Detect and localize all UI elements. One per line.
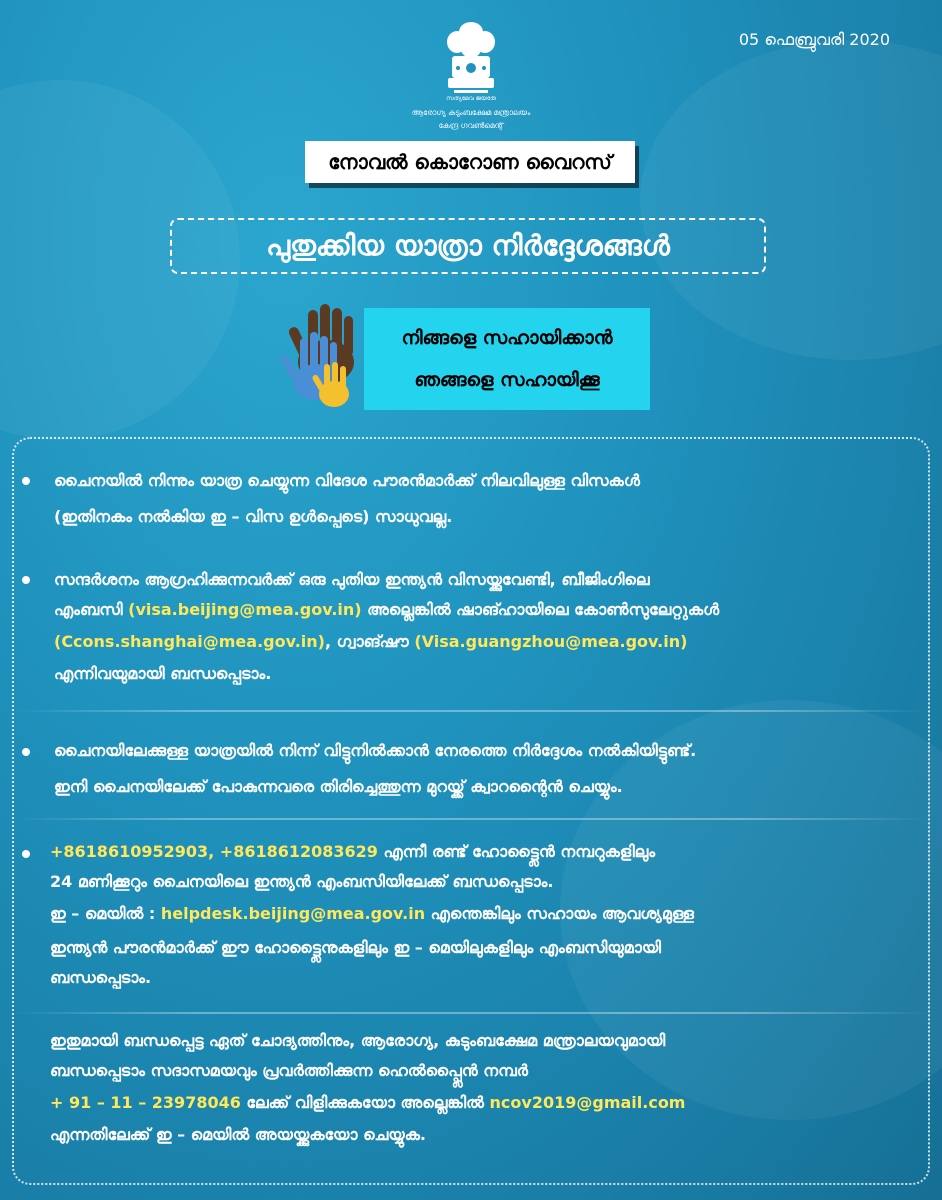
date-label: 05 ഫെബ്രുവരി 2020 [738, 30, 890, 49]
section-divider [12, 818, 930, 820]
advisory-item [54, 466, 640, 532]
bullet-icon [22, 576, 30, 584]
advisory-line [50, 899, 694, 929]
advisory-line [54, 627, 719, 657]
advisory-line: ബന്ധപ്പെടാം. [50, 968, 152, 987]
helpline-number[interactable]: + 91 – 11 – 23978046 [50, 1093, 241, 1112]
advisory-text: എംബസി [54, 600, 129, 619]
section-divider [12, 710, 930, 712]
ncov-email-link[interactable]: ncov2019@gmail.com [489, 1093, 686, 1112]
advisory-line: (ഇതിനകം നൽകിയ ഇ – വിസ ഉൾപ്പെടെ) സാധുവല്ല. [54, 507, 453, 526]
page-title: നോവൽ കൊറോണ വൈറസ് [305, 141, 635, 183]
advisory-line: ഇതുമായി ബന്ധപ്പെട്ട ഏത് ചോദ്യത്തിനും, ആരോഗ്യ, കുടുംബക്ഷേമ മന്ത്രാലയവുമായി [50, 1031, 666, 1050]
ministry-block [300, 95, 642, 132]
advisory-line: എന്നിവയുമായി ബന്ധപ്പെടാം. [54, 664, 272, 683]
bullet-icon [22, 477, 30, 485]
ministry-name: ആരോഗ്യ കുടുംബക്ഷേമ മന്ത്രാലയം [411, 108, 531, 117]
advisory-line [54, 595, 719, 625]
section-divider [12, 1012, 930, 1014]
advisory-line [50, 1088, 685, 1118]
advisory-item [50, 837, 694, 993]
advisory-text: എന്നീ രണ്ട് ഹോട്ട്ലൈൻ നമ്പറുകളിലും [377, 842, 656, 861]
advisory-item [50, 1026, 685, 1150]
government-name: കേന്ദ്ര ഗവൺമെന്റ് [438, 121, 504, 130]
advisory-text: ലേക്ക് വിളിക്കുകയോ അല്ലെങ്കിൽ [240, 1093, 490, 1112]
advisory-text: ഇ – മെയിൽ : [50, 904, 161, 923]
advisory-item [54, 736, 696, 802]
advisory-item [54, 565, 719, 689]
help-slogan [364, 308, 650, 410]
hotline-numbers[interactable]: +8618610952903, +8618612083629 [50, 842, 378, 861]
help-banner [278, 302, 650, 412]
help-slogan-line-2: ഞങ്ങളെ സഹായിക്കൂ [414, 369, 600, 391]
advisory-line: ഇന്ത്യൻ പൗരൻമാർക്ക് ഈ ഹോട്ട്ലൈനുകളിലും ഇ – മെയിലുകളിലും എംബസിയുമായി [50, 938, 662, 957]
advisory-line [50, 837, 694, 867]
beijing-visa-email-link[interactable]: (visa.beijing@mea.gov.in) [128, 600, 362, 619]
helpdesk-email-link[interactable]: helpdesk.beijing@mea.gov.in [160, 904, 426, 923]
advisory-line: എന്നതിലേക്ക് ഇ – മെയിൽ അയയ്ക്കുകയോ ചെയ്യുക. [50, 1125, 426, 1144]
motto-text: സത്യമേവ ജയതേ [446, 95, 496, 102]
bullet-icon [22, 748, 30, 756]
page-subtitle: പുതുക്കിയ യാത്രാ നിർദ്ദേശങ്ങൾ [170, 218, 766, 274]
help-slogan-line-1: നിങ്ങളെ സഹായിക്കാൻ [401, 327, 613, 349]
background-shape [640, 40, 942, 360]
advisory-line: ചൈനയിലേക്കുള്ള യാത്രയിൽ നിന്ന് വിട്ടുനിൽക്കാൻ നേരത്തെ നിർദ്ദേശം നൽകിയിട്ടുണ്ട്. [54, 741, 697, 760]
advisory-line: ചൈനയിൽ നിന്നും യാത്ര ചെയ്യുന്ന വിദേശ പൗരൻമാർക്ക് നിലവിലുള്ള വിസകൾ [54, 471, 640, 490]
shanghai-consulate-email-link[interactable]: (Ccons.shanghai@mea.gov.in) [54, 632, 325, 651]
advisory-line: ബന്ധപ്പെടാം സദാസമയവും പ്രവർത്തിക്കുന്ന ഹെൽപ്പ്ലൈൻ നമ്പർ [50, 1061, 528, 1080]
guangzhou-visa-email-link[interactable]: (Visa.guangzhou@mea.gov.in) [414, 632, 688, 651]
advisory-line: ഇനി ചൈനയിലേക്ക് പോകുന്നവരെ തിരിച്ചെത്തുന്ന മുറയ്ക്ക് ക്വാറന്റൈൻ ചെയ്യും. [54, 777, 623, 796]
bullet-icon [22, 850, 30, 858]
helping-hands-icon [278, 302, 374, 412]
advisory-text: , ഗ്വാങ്ഷൗ [324, 632, 415, 651]
advisory-text: എന്തെങ്കിലും സഹായം ആവശ്യമുള്ള [425, 904, 694, 923]
advisory-text: അല്ലെങ്കിൽ ഷാങ്ഹായിലെ കോൺസുലേറ്റുകൾ [361, 600, 720, 619]
advisory-line: 24 മണിക്കൂറും ചൈനയിലെ ഇന്ത്യൻ എംബസിയിലേക്ക് ബന്ധപ്പെടാം. [50, 872, 554, 891]
advisory-line: സന്ദർശനം ആഗ്രഹിക്കുന്നവർക്ക് ഒരു പുതിയ ഇന്ത്യൻ വിസയ്ക്കുവേണ്ടി, ബീജിംഗിലെ [54, 570, 650, 589]
